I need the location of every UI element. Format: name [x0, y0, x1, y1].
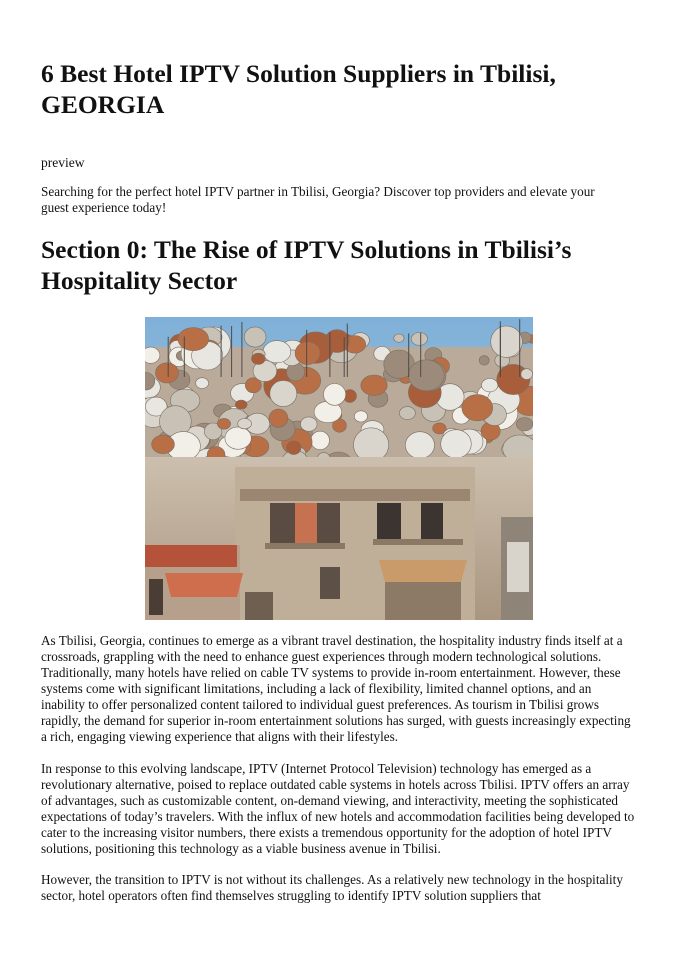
satellite-dish-shape	[152, 435, 175, 453]
satellite-dish-shape	[399, 407, 415, 420]
satellite-dish-shape	[491, 326, 523, 357]
satellite-dish-shape	[270, 380, 297, 406]
satellite-dish-shape	[354, 428, 389, 462]
satellite-dish-shape	[361, 375, 387, 395]
body-paragraph: As Tbilisi, Georgia, continues to emerge as a vibrant travel destination, the hospitality industry finds itself at a crossroads, grappling with the need to enhance guest experiences through modern technological solutions. Traditionally, many hotels have relied on cable TV systems to provide in-room entertainment. However, these systems come with significant limitations, including a lack of flexibility, limited channel options, and an inability to offer personalized content tailored to individual guest preferences. As tourism in Tbilisi grows rapidly, the demand for superior in-room entertainment solutions has surged, with guests increasingly expecting a rich, engaging viewing experience that aligns with their lifestyles.	[41, 633, 631, 744]
satellite-dish-shape	[411, 333, 427, 346]
satellite-dish-shape	[252, 353, 266, 364]
satellite-dish-shape	[408, 360, 444, 391]
satellite-dish-shape	[217, 418, 230, 429]
satellite-dish-shape	[301, 417, 318, 431]
satellite-dish-shape	[325, 330, 350, 353]
satellite-dish-shape	[178, 328, 209, 351]
satellite-dish-shape	[156, 363, 179, 383]
rooftop-satellite-dishes-photo	[145, 317, 533, 620]
satellite-dish-shape	[441, 430, 472, 458]
satellite-dish-shape	[287, 441, 301, 455]
satellite-dish-shape	[287, 363, 305, 381]
satellite-dish-shape	[269, 409, 288, 427]
satellite-dish-shape	[405, 432, 434, 459]
intro-paragraph: Searching for the perfect hotel IPTV partner in Tbilisi, Georgia? Discover top providers and elevate your guest experience today!	[41, 184, 595, 215]
preview-label: preview	[41, 155, 85, 170]
satellite-dish-shape	[263, 341, 291, 363]
satellite-dish-shape	[394, 334, 404, 342]
satellite-dish-shape	[354, 411, 367, 422]
satellite-dish-shape	[324, 384, 346, 406]
satellite-dish-shape	[462, 395, 493, 421]
body-paragraph: However, the transition to IPTV is not without its challenges. As a relatively new technology in the hospitality sector, hotel operators often find themselves struggling to identify IPTV solution suppliers that	[41, 872, 623, 903]
satellite-dish-shape	[244, 327, 266, 347]
satellite-dish-shape	[516, 418, 532, 431]
satellite-dish-shape	[295, 342, 320, 365]
satellite-dish-shape	[521, 369, 533, 380]
satellite-dish-shape	[225, 427, 251, 449]
satellite-dish-shape	[482, 379, 498, 392]
section-heading: Section 0: The Rise of IPTV Solutions in Tbilisi’s Hospitality Sector	[41, 235, 572, 295]
satellite-dish-shape	[145, 347, 160, 363]
article-title: 6 Best Hotel IPTV Solution Suppliers in Tbilisi, GEORGIA	[41, 59, 556, 119]
satellite-dish-shape	[196, 378, 209, 389]
satellite-dish-shape	[311, 431, 330, 449]
body-paragraph: In response to this evolving landscape, IPTV (Internet Protocol Television) technology has emerged as a revolutionary alternative, poised to replace outdated cable systems in hotels across Tbilisi. IPTV offers an array of advantages, such as customizable content, on-demand viewing, and interactivity, meeting the sophisticated expectations of today’s travelers. With the influx of new hotels and accommodation facilities being developed to cater to the increasing visitor numbers, there exists a tremendous opportunity for the adoption of hotel IPTV solutions, positioning this technology as a viable business avenue in Tbilisi.	[41, 761, 635, 856]
satellite-dish-shape	[238, 419, 252, 429]
satellite-dish-shape	[479, 356, 489, 366]
satellite-dish-shape	[235, 400, 247, 409]
